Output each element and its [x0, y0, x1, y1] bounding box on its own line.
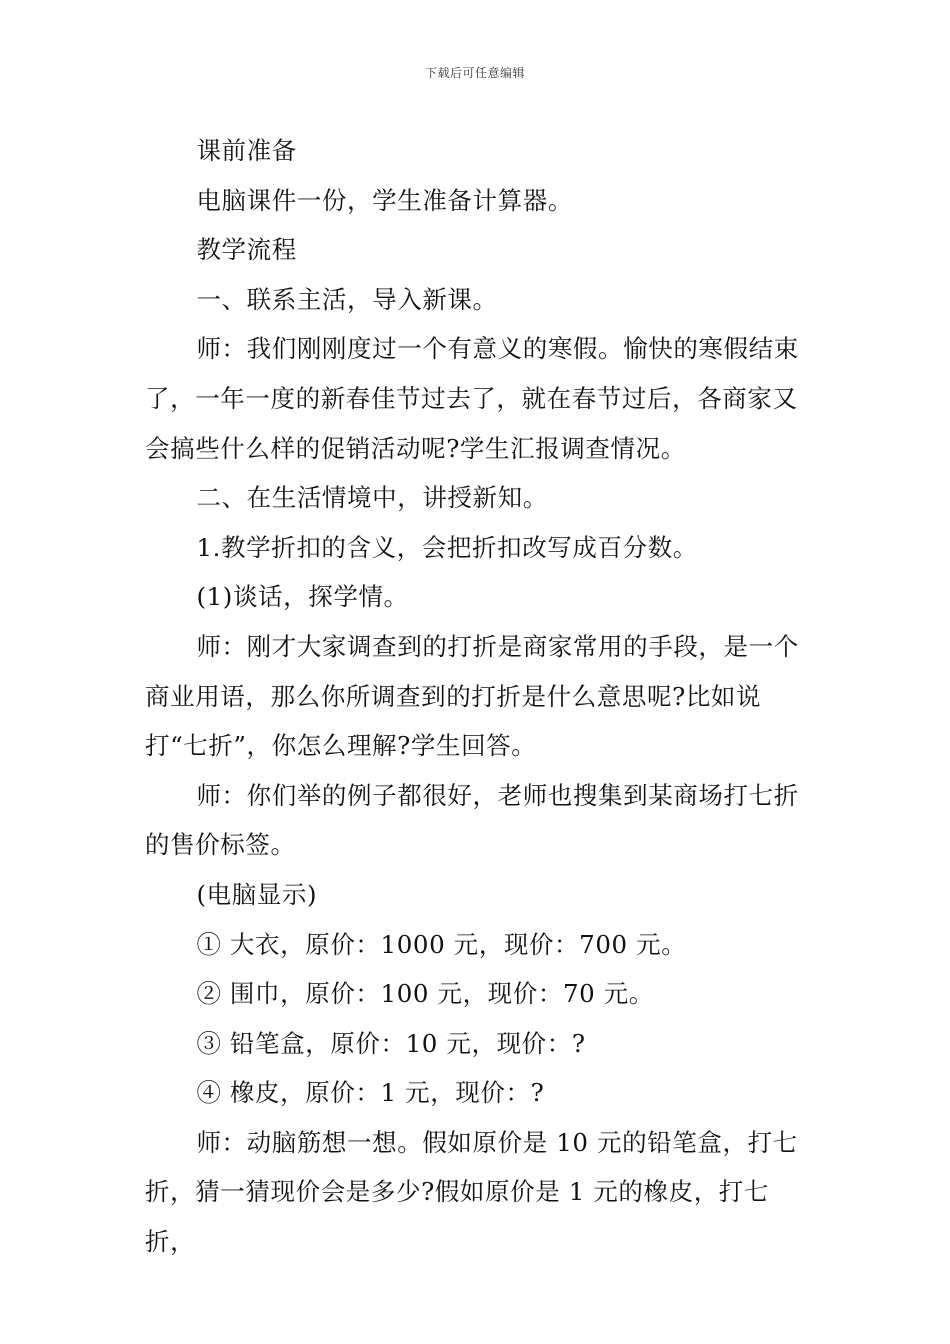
page-header: 下载后可任意编辑 [424, 66, 525, 80]
heading-process: 教学流程 [196, 235, 297, 265]
paragraph-teacher-examples: 师：你们举的例子都很好，老师也搜集到某商场打七折的售价标签。 [145, 780, 799, 860]
document-body [145, 126, 815, 1267]
heading-item-1: 1.教学折扣的含义，会把折扣改写成百分数。 [196, 532, 698, 562]
heading-section-two: 二、在生活情境中，讲授新知。 [196, 483, 548, 513]
heading-preparation: 课前准备 [196, 136, 297, 165]
paragraph-teacher-intro: 师：我们刚刚度过一个有意义的寒假。愉快的寒假结束了，一年一度的新春佳节过去了，就在春节过后，各商家又会搞些什么样的促销活动呢?学生汇报调查情况。 [145, 334, 799, 463]
heading-section-one: 一、联系主活，导入新课。 [196, 284, 498, 314]
paragraph-materials: 电脑课件一份，学生准备计算器。 [196, 185, 573, 215]
heading-subitem-1: (1)谈话，探学情。 [196, 582, 409, 612]
paragraph-computer-display: (电脑显示) [196, 879, 318, 909]
list-item-eraser: ④ 橡皮，原价：1 元，现价：? [196, 1078, 545, 1108]
list-item-scarf: ② 围巾，原价：100 元，现价：70 元。 [196, 979, 654, 1009]
list-item-coat: ① 大衣，原价：1000 元，现价：700 元。 [196, 929, 687, 959]
list-item-pencil-case: ③ 铅笔盒，原价：10 元，现价：? [196, 1028, 586, 1058]
paragraph-teacher-think: 师：动脑筋想一想。假如原价是 10 元的铅笔盒，打七折，猜一猜现价会是多少?假如原价是 1 元的橡皮，打七折， [145, 1127, 798, 1257]
paragraph-teacher-question: 师：刚才大家调查到的打折是商家常用的手段，是一个商业用语，那么你所调查到的打折是什么意思呢?比如说打“七折”，你怎么理解?学生回答。 [145, 631, 799, 761]
